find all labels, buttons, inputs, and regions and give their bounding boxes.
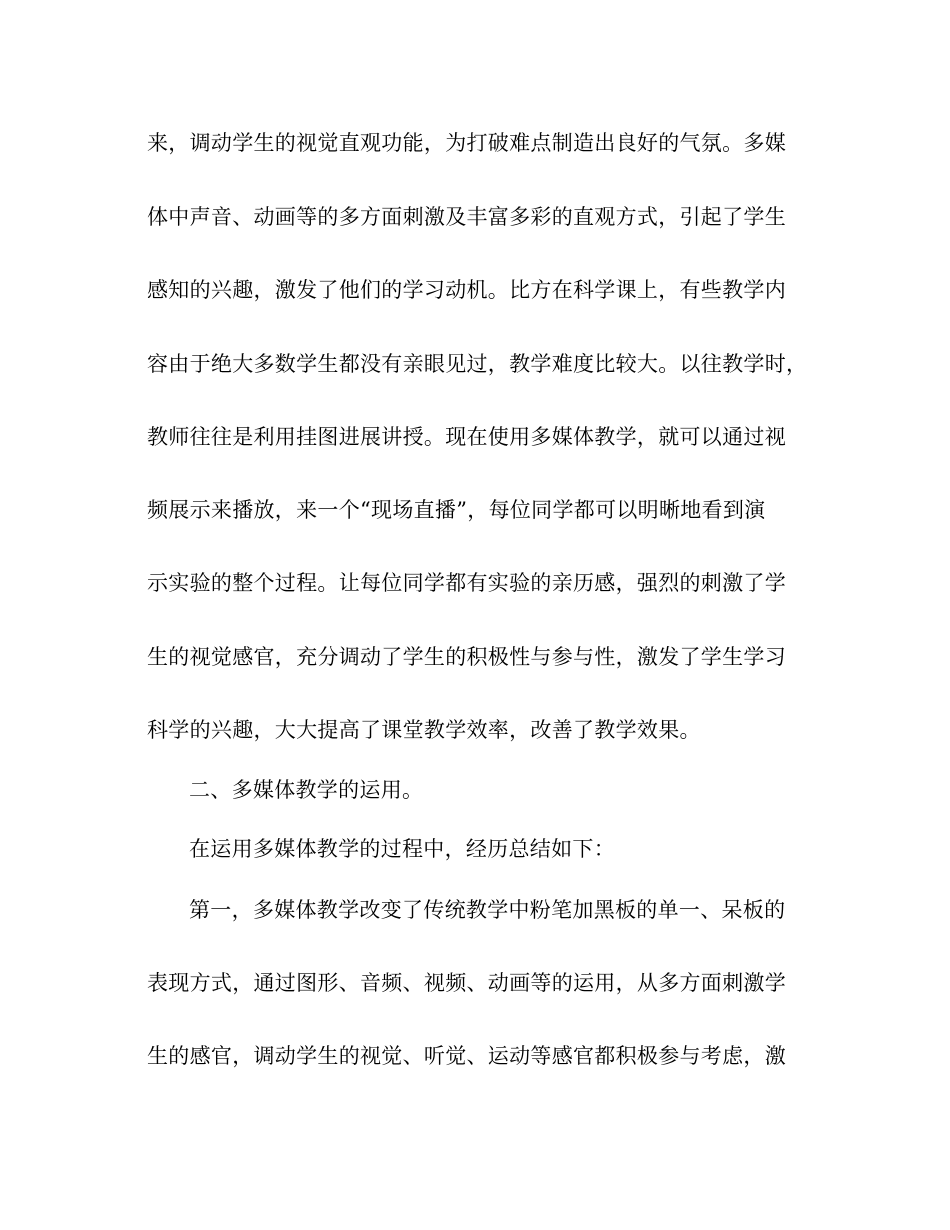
paragraph-line: 科学的兴趣，大大提高了课堂教学效率，改善了教学效果。	[147, 718, 701, 742]
paragraph-line: 体中声音、动画等的多方面刺激及丰富多彩的直观方式，引起了学生	[147, 205, 786, 229]
paragraph-line: 表现方式，通过图形、音频、视频、动画等的运用，从多方面刺激学	[147, 971, 786, 995]
paragraph-line: 感知的兴趣，激发了他们的学习动机。比方在科学课上，有些教学内	[147, 278, 786, 302]
section-heading: 二、多媒体教学的运用。	[189, 778, 424, 802]
paragraph-line: 生的视觉感官，充分调动了学生的积极性与参与性，激发了学生学习	[147, 645, 786, 669]
paragraph-line: 容由于绝大多数学生都没有亲眼见过，教学难度比较大。以往教学时，	[147, 352, 808, 376]
paragraph-line: 频展示来播放，来一个“现场直播”，每位同学都可以明晰地看到演	[147, 498, 766, 522]
paragraph-line: 示实验的整个过程。让每位同学都有实验的亲历感，强烈的刺激了学	[147, 571, 786, 595]
paragraph-line: 第一，多媒体教学改变了传统教学中粉笔加黑板的单一、呆板的	[189, 898, 786, 922]
paragraph-line: 来，调动学生的视觉直观功能，为打破难点制造出良好的气氛。多媒	[147, 131, 786, 155]
paragraph-line: 在运用多媒体教学的过程中，经历总结如下：	[189, 837, 615, 861]
paragraph-line: 生的感官，调动学生的视觉、听觉、运动等感官都积极参与考虑，激	[147, 1044, 786, 1068]
paragraph-line: 教师往往是利用挂图进展讲授。现在使用多媒体教学，就可以通过视	[147, 425, 786, 449]
